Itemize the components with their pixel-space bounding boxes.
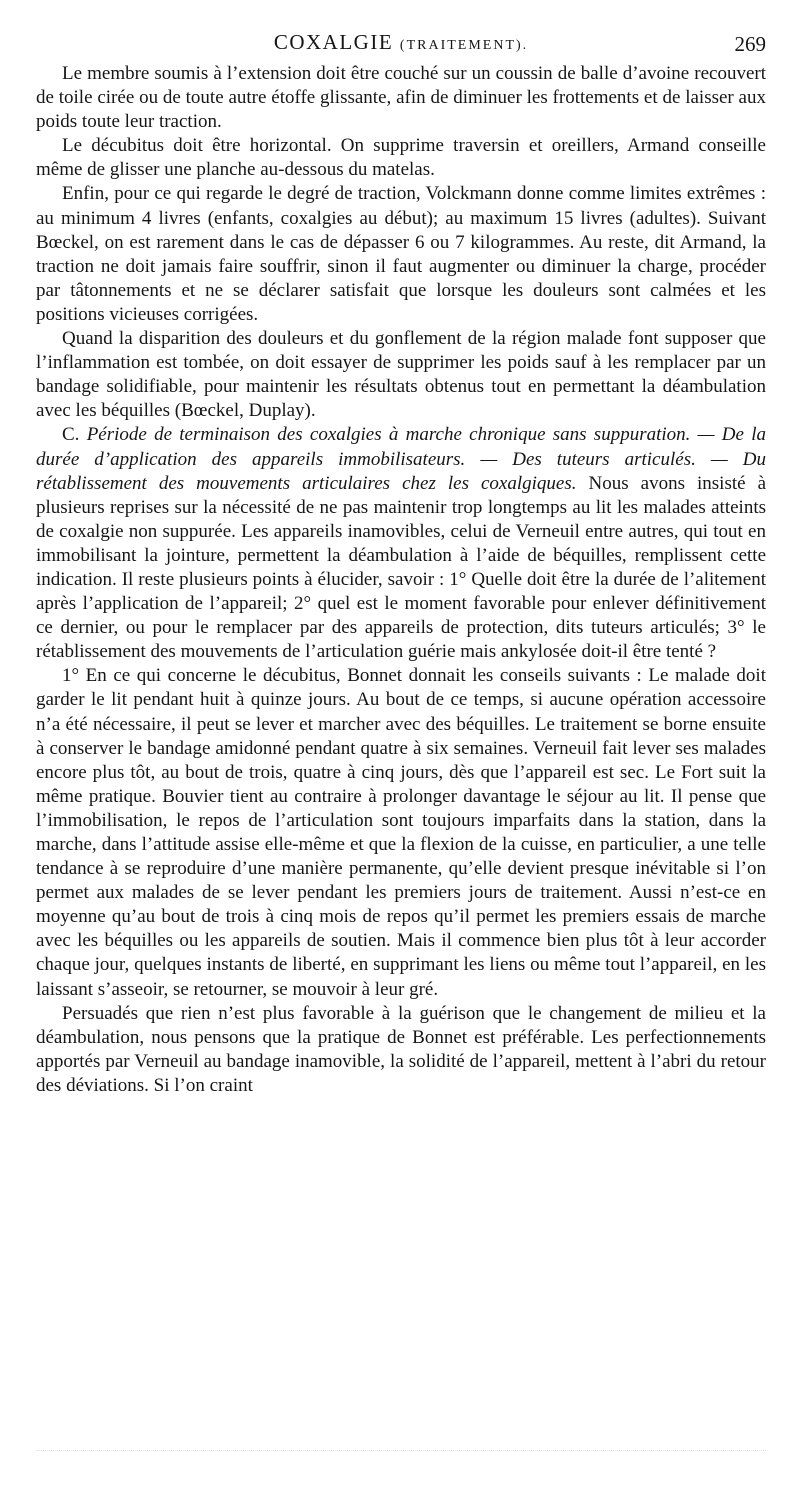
paragraph: Le membre soumis à l’extension doit être couché sur un coussin de balle d’avoine recouvert de toile cirée ou de toute autre étoffe glissante, afin de diminuer les frottements et de laisser aux poids toute leur traction. [36,63,766,133]
section-letter: C. [62,424,87,446]
paragraph: Le décubitus doit être horizontal. On supprime traversin et oreillers, Armand conseille même de glisser une planche au-dessous du matelas. [36,135,766,181]
paragraph: Quand la disparition des douleurs et du gonflement de la région malade font supposer que l’inflammation est tombée, on doit essayer de supprimer les poids sauf à les remplacer par un bandage solidifiable, pour maintenir les résultats obtenus tout en permettant la déambulation avec les béquilles (Bœckel, Duplay). [36,328,766,422]
running-title-sub: (TRAITEMENT). [399,38,529,53]
paragraph: Persuadés que rien n’est plus favorable à la guérison que le changement de milieu et la déambulation, nous pensons que la pratique de Bonnet est préférable. Les perfectionnements apportés par Verneuil au bandage inamovible, la solidité de l’appareil, mettent à l’abri du retour des déviations. Si l’on craint [36,1002,766,1096]
page-header [36,30,766,60]
paragraph [36,423,766,664]
body-text [36,62,766,1098]
paragraph-text: Nous avons insisté à plusieurs reprises sur la nécessité de ne pas maintenir trop longtemps au lit les malades atteints de coxalgie non suppurée. Les appareils inamovibles, celui de Verneuil entre autres, qui tout en immobilisant la jointure, permettent la déambulation à l’aide de béquilles, remplissent cette indication. Il reste plusieurs points à élucider, savoir : 1° Quelle doit être la durée de l’alitement après l’application de l’appareil; 2° quel est le moment favorable pour enlever définitivement ce dernier, ou pour le remplacer par des appareils de protection, dits tuteurs articulés; 3° le rétablissement des mouvements de l’articulation guérie mais ankylosée doit-il être tenté ? [36,472,767,663]
paragraph: 1° En ce qui concerne le décubitus, Bonnet donnait les conseils suivants : Le malade doit garder le lit pendant huit à quinze jours. Au bout de ce temps, si aucune opération accessoire n’a été nécessaire, il peut se lever et marcher avec des béquilles. Le traitement se borne ensuite à conserver le bandage amidonné pendant quatre à six semaines. Verneuil fait lever ses malades encore plus tôt, au bout de trois, quatre à cinq jours, dès que l’appareil est sec. Le Fort suit la même pratique. Bouvier tient au contraire à prolonger davantage le séjour au lit. Il pense que l’immobilisation, le repos de l’articulation sont toujours imparfaits dans la station, dans la marche, dans l’attitude assise elle-même et que la flexion de la cuisse, en particulier, a une telle tendance à se reproduire d’une manière permanente, qu’elle devient presque inévitable si l’on permet aux malades de se lever pendant les premiers jours de traitement. Aussi n’est-ce en moyenne qu’au bout de trois à cinq mois de repos qu’il permet les premiers essais de marche avec les béquilles ou les appareils de soutien. Mais il commence bien plus tôt à leur accorder chaque jour, quelques instants de liberté, en supprimant les liens ou même tout l’appareil, en les laissant s’asseoir, se retourner, se mouvoir à leur gré. [36,665,766,1000]
page-number: 269 [734,32,766,56]
section-heading: Période de terminaison des coxalgies à marche chronique sans suppuration. — De la durée d’application des appareils immobilisateurs. — Des tuteurs articulés. — Du rétablissement des mouvements articulaires chez les coxalgiques. [36,424,766,494]
running-title-main: COXALGIE [273,30,394,54]
bottom-margin-marks [36,1450,766,1459]
paragraph: Enfin, pour ce qui regarde le degré de traction, Volckmann donne comme limites extrêmes : au minimum 4 livres (enfants, coxalgies au début); au maximum 15 livres (adultes). Suivant Bœckel, on est rarement dans le cas de dépasser 6 ou 7 kilogrammes. Au reste, dit Armand, la traction ne doit jamais faire souffrir, sinon il faut augmenter ou diminuer la charge, procéder par tâtonnements et ne se déclarer satisfait que lorsque les douleurs sont calmées et les positions vicieuses corrigées. [36,183,766,325]
running-title [36,30,766,55]
